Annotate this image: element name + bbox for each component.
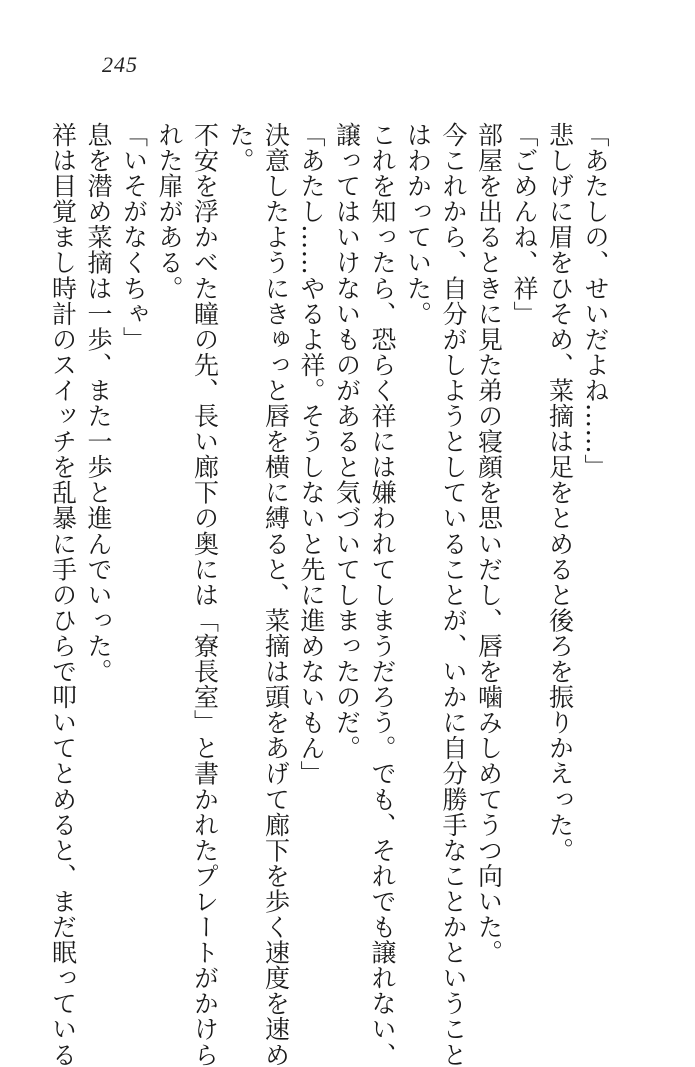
- text-line: 不安を浮かべた瞳の先、長い廊下の奥には「寮長室」と書かれたプレートがかけら: [190, 122, 220, 1067]
- text-line: 「ごめんね、祥」: [510, 122, 539, 327]
- text-line: た。: [226, 122, 255, 174]
- page-number: 245: [102, 52, 138, 77]
- text-line: 息を潜め菜摘は一歩、また一歩と進んでいった。: [84, 122, 113, 685]
- text-line: これを知ったら、恐らく祥には嫌われてしまうだろう。でも、それでも譲れない、: [368, 122, 397, 1067]
- text-line: 「あたしの、せいだよね……」: [581, 122, 610, 480]
- text-line: 祥は目覚まし時計のスイッチを乱暴に手のひらで叩いてとめると、まだ眠っている: [48, 122, 78, 1067]
- text-line: 「いそがなくちゃ」: [119, 122, 149, 352]
- text-line: 悲しげに眉をひそめ、菜摘は足をとめると後ろを振りかえった。: [545, 122, 575, 863]
- vertical-body-text: [45, 122, 613, 1067]
- text-line: はわかっていた。: [403, 122, 433, 327]
- text-line: 決意したようにきゅっと唇を横に縛ると、菜摘は頭をあげて廊下を歩く速度を速め: [261, 122, 291, 1067]
- text-line: 部屋を出るときに見た弟の寝顔を思いだし、唇を噛みしめてうつ向いた。: [474, 122, 504, 966]
- text-line: 「あたし……やるよ祥。そうしないと先に進めないもん」: [297, 122, 326, 787]
- text-line: 譲ってはいけないものがあると気づいてしまったのだ。: [332, 122, 362, 761]
- text-line: 今これから、自分がしようとしていることが、いかに自分勝手なことかということ: [439, 122, 468, 1067]
- text-line: れた扉がある。: [155, 122, 184, 301]
